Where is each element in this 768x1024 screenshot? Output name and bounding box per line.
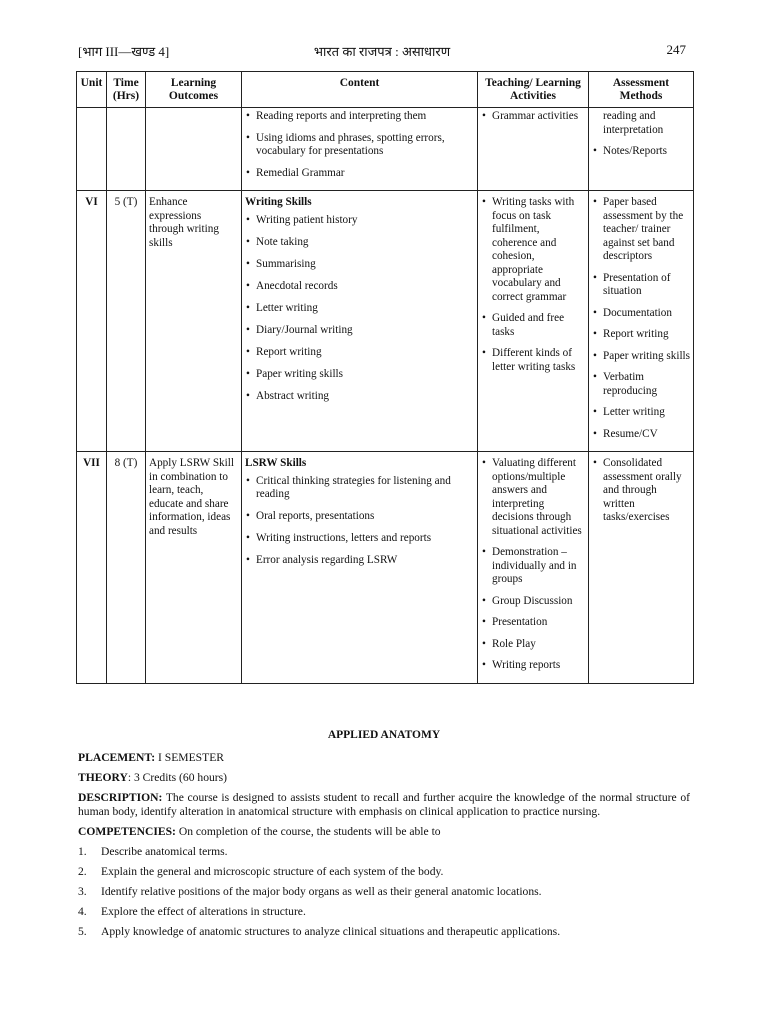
unit-cell	[77, 191, 107, 452]
content-item: • Note taking	[245, 236, 474, 250]
assessment-cell	[589, 191, 694, 452]
time-cell	[107, 452, 146, 684]
assessment-list	[592, 457, 690, 525]
activity-item: • Writing tasks with focus on task fulfilment, coherence and cohesion, appropriate vocabulary and correct grammar	[481, 196, 585, 304]
content-item: • Error analysis regarding LSRW	[245, 554, 474, 568]
assessment-item: • Report writing	[592, 328, 690, 342]
content-list	[245, 214, 474, 404]
col-header-outcomes: Learning Outcomes	[146, 72, 242, 108]
table-row	[77, 108, 694, 191]
competency-number: 3.	[78, 885, 87, 898]
outcomes-cell	[146, 452, 242, 684]
activity-item: • Grammar activities	[481, 110, 585, 124]
col-header-unit: Unit	[77, 72, 107, 108]
description-paragraph	[78, 791, 690, 819]
content-item: • Paper writing skills	[245, 368, 474, 382]
assessment-item: • Notes/Reports	[592, 145, 690, 159]
time-cell	[107, 108, 146, 191]
content-item: • Using idioms and phrases, spotting errors, vocabulary for presentations	[245, 132, 474, 159]
time-hours: 8 (T)	[114, 457, 138, 469]
competencies-intro: On completion of the course, the students will be able to	[178, 825, 441, 838]
content-item: • Writing patient history	[245, 214, 474, 228]
activity-item: • Role Play	[481, 638, 585, 652]
competency-text: Apply knowledge of anatomic structures to analyze clinical situations and therapeutic applications.	[101, 925, 561, 938]
description-text: The course is designed to assists student to recall and further acquire the knowledge of the normal structure of human body, identify alteration in anatomical structure with emphasis on clinical application to practice nursing.	[78, 791, 690, 818]
activity-item: • Valuating different options/multiple answers and interpreting decisions through situational activities	[481, 457, 585, 538]
col-header-time: Time (Hrs)	[107, 72, 146, 108]
theory-line	[78, 771, 690, 785]
assessment-list	[592, 145, 690, 159]
content-heading: LSRW Skills	[245, 457, 307, 469]
header-section-label: [भाग III—खण्ड 4]	[78, 44, 170, 59]
activities-cell	[478, 452, 589, 684]
assessment-cell	[589, 108, 694, 191]
content-item: • Anecdotal records	[245, 280, 474, 294]
activity-list	[481, 457, 585, 673]
time-hours: 5 (T)	[114, 196, 138, 208]
assessment-continuation: reading and interpretation	[603, 110, 664, 136]
activity-item: • Group Discussion	[481, 595, 585, 609]
content-item: • Diary/Journal writing	[245, 324, 474, 338]
assessment-item: • Resume/CV	[592, 428, 690, 442]
competency-number: 4.	[78, 905, 87, 918]
content-item: • Critical thinking strategies for listening and reading	[245, 475, 474, 502]
assessment-item: • Verbatim reproducing	[592, 371, 690, 398]
theory-label: THEORY	[78, 771, 128, 784]
assessment-item: • Consolidated assessment orally and through written tasks/exercises	[592, 457, 690, 525]
activity-list	[481, 110, 585, 124]
header-publication-title: भारत का राजपत्र : असाधारण	[313, 44, 451, 59]
page-number: 247	[666, 42, 686, 57]
activities-cell	[478, 108, 589, 191]
competencies-line	[78, 825, 690, 839]
learning-outcome: Apply LSRW Skill in combination to learn, teach, educate and share information, ideas and results	[149, 457, 234, 537]
outcomes-cell	[146, 191, 242, 452]
competency-text: Identify relative positions of the major body organs as well as their general anatomic locations.	[101, 885, 542, 898]
competency-number: 2.	[78, 865, 87, 878]
col-header-content: Content	[242, 72, 478, 108]
assessment-list	[592, 196, 690, 441]
unit-number: VII	[83, 457, 100, 469]
content-item: • Oral reports, presentations	[245, 510, 474, 524]
content-cell	[242, 191, 478, 452]
placement-line	[78, 751, 690, 765]
competency-number: 5.	[78, 925, 87, 938]
competency-item	[78, 865, 690, 879]
competencies-label: COMPETENCIES:	[78, 825, 176, 838]
content-item: • Letter writing	[245, 302, 474, 316]
activities-cell	[478, 191, 589, 452]
col-header-assessment: Assessment Methods	[589, 72, 694, 108]
unit-cell	[77, 452, 107, 684]
col-header-activities: Teaching/ Learning Activities	[478, 72, 589, 108]
content-item: • Reading reports and interpreting them	[245, 110, 474, 124]
content-cell	[242, 108, 478, 191]
course-description	[78, 728, 690, 945]
competency-item	[78, 885, 690, 899]
activity-item: • Writing reports	[481, 659, 585, 673]
content-list	[245, 475, 474, 568]
content-list	[245, 110, 474, 180]
competency-number: 1.	[78, 845, 87, 858]
assessment-item: • Paper based assessment by the teacher/ trainer against set band descriptors	[592, 196, 690, 264]
page-header	[78, 42, 686, 62]
competency-text: Describe anatomical terms.	[101, 845, 228, 858]
outcomes-cell	[146, 108, 242, 191]
learning-outcome: Enhance expressions through writing skills	[149, 196, 219, 249]
unit-number: VI	[85, 196, 98, 208]
unit-cell	[77, 108, 107, 191]
theory-value: : 3 Credits (60 hours)	[127, 771, 228, 784]
assessment-item: • Documentation	[592, 307, 690, 321]
activity-item: • Presentation	[481, 616, 585, 630]
content-item: • Writing instructions, letters and reports	[245, 532, 474, 546]
content-cell	[242, 452, 478, 684]
table-header-row	[77, 72, 694, 108]
content-item: • Abstract writing	[245, 390, 474, 404]
competency-text: Explore the effect of alterations in structure.	[101, 905, 306, 918]
description-label: DESCRIPTION:	[78, 791, 163, 804]
syllabus-table	[76, 71, 694, 684]
assessment-cell	[589, 452, 694, 684]
placement-value: I SEMESTER	[157, 751, 225, 764]
content-item: • Summarising	[245, 258, 474, 272]
activity-item: • Guided and free tasks	[481, 312, 585, 339]
assessment-item: • Paper writing skills	[592, 350, 690, 364]
assessment-item: • Letter writing	[592, 406, 690, 420]
competency-item	[78, 925, 690, 939]
time-cell	[107, 191, 146, 452]
activity-list	[481, 196, 585, 374]
course-title: APPLIED ANATOMY	[327, 729, 441, 741]
placement-label: PLACEMENT:	[78, 751, 156, 764]
competency-item	[78, 845, 690, 859]
competency-text: Explain the general and microscopic structure of each system of the body.	[101, 865, 444, 878]
content-heading: Writing Skills	[245, 196, 312, 208]
activity-item: • Demonstration – individually and in groups	[481, 546, 585, 587]
content-item: • Remedial Grammar	[245, 167, 474, 181]
competencies-list	[78, 845, 690, 939]
content-item: • Report writing	[245, 346, 474, 360]
competency-item	[78, 905, 690, 919]
table-row	[77, 452, 694, 684]
assessment-item: • Presentation of situation	[592, 272, 690, 299]
table-row	[77, 191, 694, 452]
activity-item: • Different kinds of letter writing tasks	[481, 347, 585, 374]
